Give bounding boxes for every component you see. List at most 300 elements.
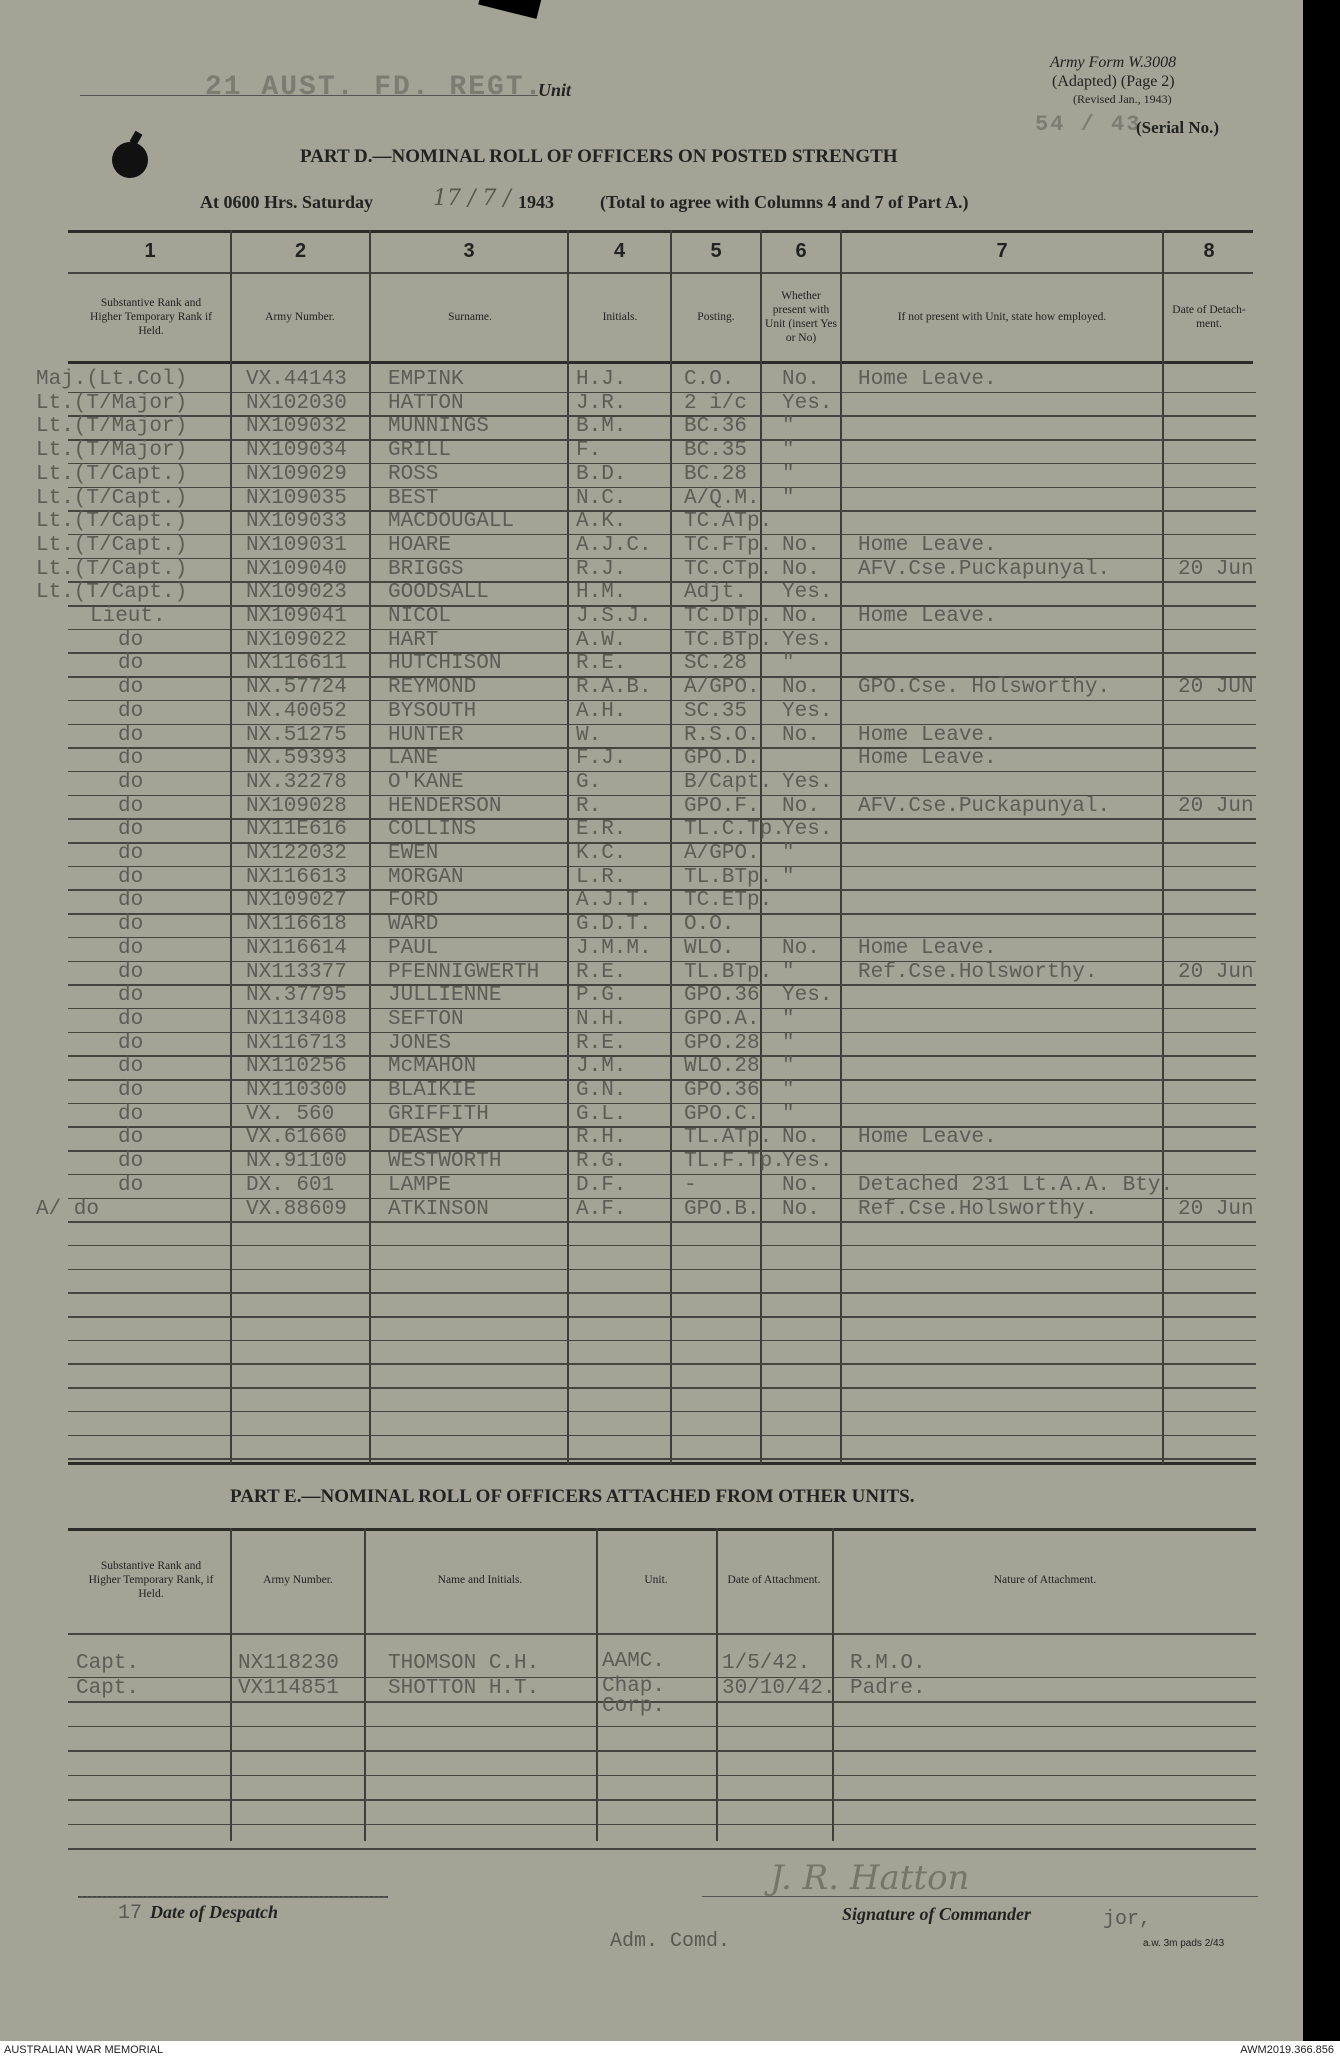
row-rule xyxy=(68,1387,1256,1389)
cell-present: " xyxy=(782,1079,795,1102)
cell-present: " xyxy=(782,865,795,889)
cell-present: Yes. xyxy=(782,984,833,1008)
cell-rank: do xyxy=(118,652,144,676)
cell-employed: Detached 231 Lt.A.A. Bty. xyxy=(858,1173,1174,1197)
signature-handwritten: J. R. Hatton xyxy=(770,1858,970,1898)
cell-rank: Lt.(T/Capt.) xyxy=(36,557,188,581)
cell-initials: R.E. xyxy=(576,652,627,676)
colhead-employed: If not present with Unit, state how employed. xyxy=(897,311,1107,323)
cell-present: Yes. xyxy=(782,391,833,415)
cell-posting: GPO.28 xyxy=(684,1031,760,1055)
cell-rank: do xyxy=(118,794,144,818)
cell-initials: J.R. xyxy=(576,391,627,415)
cell-rank: Lieut. xyxy=(90,605,166,628)
cell-number: NX109040 xyxy=(246,557,347,581)
cell-surname: GRIFFITH xyxy=(388,1102,489,1126)
cell-present: No. xyxy=(782,1173,820,1197)
despatch-value: 17 xyxy=(118,1902,143,1925)
cell-surname: HOARE xyxy=(388,533,452,557)
cell-rank: do xyxy=(118,1173,144,1197)
cell-present: Yes. xyxy=(782,581,833,605)
cell-initials: A.H. xyxy=(576,699,627,723)
cell-rank: do xyxy=(118,1055,144,1079)
signature-suffix: jor, xyxy=(1103,1908,1152,1931)
at-label: At 0600 Hrs. Saturday xyxy=(200,192,374,212)
cell-present: " xyxy=(782,1007,795,1031)
cell-initials: E.R. xyxy=(576,818,627,842)
despatch-line xyxy=(78,1896,388,1898)
cell-employed: Ref.Cse.Holsworthy. xyxy=(858,1197,1098,1221)
colhead-date: Date of Detach-ment. xyxy=(1172,304,1246,330)
cell-rank: do xyxy=(118,818,144,842)
cell-posting: A/GPO. xyxy=(684,842,760,865)
cell-present: No. xyxy=(782,533,820,557)
cell-surname: HUNTER xyxy=(388,723,464,747)
cell-rank: do xyxy=(118,960,144,984)
row-rule xyxy=(68,1411,1256,1413)
cell-rank: do xyxy=(118,913,144,937)
cell-initials: K.C. xyxy=(576,842,627,865)
part-e-top-border xyxy=(68,1528,1256,1531)
cell-posting: SC.35 xyxy=(684,699,748,723)
e-cell-date: 30/10/42. xyxy=(722,1676,836,1700)
cell-posting: A/GPO. xyxy=(684,676,760,700)
row-rule xyxy=(68,1316,1256,1318)
cell-present: No. xyxy=(782,676,820,700)
cell-present: Yes. xyxy=(782,628,833,652)
cell-rank: Lt.(T/Capt.) xyxy=(36,462,188,486)
cell-posting: WLO.28 xyxy=(684,1055,760,1079)
e-colhead-rank: Substantive Rank and Higher Temporary Rank, if Held. xyxy=(88,1560,214,1600)
cell-posting: TL.BTp. xyxy=(684,960,773,984)
cell-employed: AFV.Cse.Puckapunyal. xyxy=(858,557,1111,581)
e-row-rule xyxy=(68,1750,1256,1752)
e-colhead-army-number: Army Number. xyxy=(263,1574,333,1586)
cell-number: NX109028 xyxy=(246,794,347,818)
colhead-army-number: Army Number. xyxy=(265,311,335,323)
cell-rank: do xyxy=(118,747,144,771)
cell-initials: H.M. xyxy=(576,581,627,605)
cell-rank: do xyxy=(118,1126,144,1150)
cell-number: VX. 560 xyxy=(246,1102,335,1126)
cell-employed: Home Leave. xyxy=(858,368,997,391)
cell-number: VX.61660 xyxy=(246,1126,347,1150)
archive-footer xyxy=(0,2041,1340,2061)
colnum-6: 6 xyxy=(795,240,807,262)
e-cell-date: 1/5/42. xyxy=(722,1652,811,1675)
cell-surname: BYSOUTH xyxy=(388,699,477,723)
cell-employed: Home Leave. xyxy=(858,723,997,747)
colnum-4: 4 xyxy=(613,240,626,262)
cell-present: Yes. xyxy=(782,699,833,723)
punch-hole xyxy=(112,142,148,178)
cell-present: No. xyxy=(782,1126,820,1150)
cell-initials: A.W. xyxy=(576,628,627,652)
form-id: Army Form W.3008 xyxy=(1050,54,1177,71)
cell-number: NX110300 xyxy=(246,1079,347,1102)
cell-initials: F.J. xyxy=(576,747,627,771)
cell-posting: TL.C.Tp. xyxy=(684,818,785,842)
row-rule xyxy=(68,1363,1256,1365)
cell-number: NX.91100 xyxy=(246,1150,347,1174)
cell-number: NX.51275 xyxy=(246,723,347,747)
cell-rank: Lt.(T/Major) xyxy=(36,415,188,439)
cell-present: No. xyxy=(782,368,820,391)
cell-posting: BC.35 xyxy=(684,439,748,463)
form-adapted: (Adapted) (Page 2) xyxy=(1052,73,1175,90)
cell-employed: Ref.Cse.Holsworthy. xyxy=(858,960,1098,984)
e-row-rule xyxy=(68,1799,1256,1801)
cell-date: 20 Jun xyxy=(1178,1197,1254,1221)
cell-rank: do xyxy=(118,842,144,865)
serial-label: (Serial No.) xyxy=(1136,118,1220,137)
cell-initials: G. xyxy=(576,770,602,794)
table-bottom-border xyxy=(68,1462,1256,1465)
cell-initials: H.J. xyxy=(576,368,627,391)
cell-posting: BC.28 xyxy=(684,462,748,486)
cell-surname: JONES xyxy=(388,1031,452,1055)
cell-initials: G.N. xyxy=(576,1079,627,1102)
cell-posting: TL.ATp. xyxy=(684,1126,773,1150)
e-colhead-nature: Nature of Attachment. xyxy=(993,1574,1097,1586)
cell-surname: FORD xyxy=(388,889,439,913)
cell-initials: G.D.T. xyxy=(576,913,652,937)
part-e-title: PART E.—NOMINAL ROLL OF OFFICERS ATTACHED FROM OTHER UNITS. xyxy=(230,1486,915,1507)
cell-initials: A.J.C. xyxy=(576,533,652,557)
cell-posting: GPO.B. xyxy=(684,1197,760,1221)
cell-posting: TC.FTp. xyxy=(684,533,773,557)
cell-present: No. xyxy=(782,605,820,628)
cell-surname: BRIGGS xyxy=(388,557,464,581)
cell-rank: Lt.(T/Capt.) xyxy=(36,533,188,557)
cell-surname: BEST xyxy=(388,486,439,510)
cell-initials: R.E. xyxy=(576,1031,627,1055)
cell-rank: do xyxy=(118,984,144,1008)
cell-rank: do xyxy=(118,1079,144,1102)
colnum-divider xyxy=(68,272,1253,274)
cell-surname: BLAIKIE xyxy=(388,1079,477,1102)
cell-surname: COLLINS xyxy=(388,818,477,842)
cell-present: " xyxy=(782,486,795,510)
cell-surname: NICOL xyxy=(388,605,452,628)
e-colhead-name: Name and Initials. xyxy=(437,1574,523,1586)
cell-surname: EMPINK xyxy=(388,368,464,391)
cell-number: NX116713 xyxy=(246,1031,347,1055)
cell-employed: Home Leave. xyxy=(858,533,997,557)
cell-initials: P.G. xyxy=(576,984,627,1008)
cell-present: " xyxy=(782,415,795,439)
colhead-present: Whether present with Unit (insert Yes or No) xyxy=(765,290,837,344)
e-cell-nature: R.M.O. xyxy=(850,1652,926,1675)
cell-initials: R.J. xyxy=(576,557,627,581)
cell-surname: HART xyxy=(388,628,439,652)
cell-number: NX116618 xyxy=(246,913,347,937)
cell-number: NX109023 xyxy=(246,581,347,605)
cell-date: 20 Jun xyxy=(1178,794,1254,818)
cell-surname: ATKINSON xyxy=(388,1197,489,1221)
cell-number: VX.88609 xyxy=(246,1197,347,1221)
cell-posting: GPO.36 xyxy=(684,984,760,1008)
form-revised: (Revised Jan., 1943) xyxy=(1073,92,1172,106)
cell-number: NX116614 xyxy=(246,936,347,960)
cell-present: " xyxy=(782,1055,795,1079)
cell-initials: R. xyxy=(576,794,602,818)
header-bottom-border xyxy=(68,361,1253,364)
cell-rank: do xyxy=(118,1007,144,1031)
colhead-surname: Surname. xyxy=(448,311,492,323)
cell-rank: do xyxy=(118,889,144,913)
e-cell-name: THOMSON C.H. xyxy=(388,1652,540,1675)
e-cell-unit: AAMC. xyxy=(602,1650,666,1673)
cell-posting: R.S.O. xyxy=(684,723,760,747)
cell-rank: do xyxy=(118,770,144,794)
cell-present: No. xyxy=(782,557,820,581)
cell-surname: LAMPE xyxy=(388,1173,452,1197)
cell-number: NX110256 xyxy=(246,1055,347,1079)
cell-surname: REYMOND xyxy=(388,676,477,700)
cell-rank: do xyxy=(118,676,144,700)
row-rule xyxy=(68,1435,1256,1437)
cell-initials: R.E. xyxy=(576,960,627,984)
cell-rank: Lt.(T/Major) xyxy=(36,391,188,415)
cell-initials: N.H. xyxy=(576,1007,627,1031)
cell-present: " xyxy=(782,842,795,865)
cell-employed: Home Leave. xyxy=(858,605,997,628)
colhead-rank: Substantive Rank and Higher Temporary Rank if Held. xyxy=(90,297,212,337)
cell-rank: do xyxy=(118,936,144,960)
cell-present: " xyxy=(782,1031,795,1055)
cell-date: 20 Jun xyxy=(1178,557,1254,581)
cell-employed: Home Leave. xyxy=(858,936,997,960)
e-colhead-date: Date of Attachment. xyxy=(727,1574,821,1586)
right-margin xyxy=(1303,0,1340,2041)
cell-present: Yes. xyxy=(782,818,833,842)
cell-number: NX.57724 xyxy=(246,676,347,700)
part-e-header-border xyxy=(68,1633,1256,1635)
cell-rank: do xyxy=(118,1102,144,1126)
cell-surname: MUNNINGS xyxy=(388,415,489,439)
cell-surname: LANE xyxy=(388,747,439,771)
despatch-label: Date of Despatch xyxy=(150,1902,278,1922)
serial-number: 54 / 43 xyxy=(1035,112,1142,137)
cell-posting: TC.ATp. xyxy=(684,510,773,534)
cell-posting: GPO.D. xyxy=(684,747,760,771)
cell-initials: R.H. xyxy=(576,1126,627,1150)
e-cell-number: NX118230 xyxy=(238,1652,339,1675)
cell-posting: TC.BTp. xyxy=(684,628,773,652)
unit-label: Unit xyxy=(538,80,572,100)
cell-surname: WARD xyxy=(388,913,439,937)
cell-present: " xyxy=(782,652,795,676)
colnum-3: 3 xyxy=(463,240,475,262)
cell-initials: G.L. xyxy=(576,1102,627,1126)
cell-date: 20 Jun xyxy=(1178,960,1254,984)
cell-number: VX.44143 xyxy=(246,368,347,391)
e-cell-number: VX114851 xyxy=(238,1676,339,1700)
cell-rank: do xyxy=(118,1150,144,1174)
cell-number: NX116611 xyxy=(246,652,347,676)
row-rule xyxy=(68,1245,1256,1247)
e-row-rule xyxy=(68,1848,1256,1850)
cell-initials: R.G. xyxy=(576,1150,627,1174)
cell-posting: GPO.36 xyxy=(684,1079,760,1102)
cell-initials: W. xyxy=(576,723,602,747)
cell-surname: GRILL xyxy=(388,439,452,463)
cell-posting: TL.BTp. xyxy=(684,865,773,889)
cell-posting: 2 i/c xyxy=(684,391,748,415)
cell-initials: D.F. xyxy=(576,1173,627,1197)
cell-present: Yes. xyxy=(782,1150,833,1174)
cell-initials: L.R. xyxy=(576,865,627,889)
cell-posting: BC.36 xyxy=(684,415,748,439)
colnum-7: 7 xyxy=(996,240,1008,262)
e-row-rule xyxy=(68,1775,1256,1777)
torn-edge xyxy=(478,0,542,19)
cell-posting: A/Q.M. xyxy=(684,486,760,510)
table-top-border xyxy=(68,230,1253,233)
cell-number: NX116613 xyxy=(246,865,347,889)
cell-employed: GPO.Cse. Holsworthy. xyxy=(858,676,1111,700)
cell-rank: A/ do xyxy=(36,1197,100,1221)
cell-posting: Adjt. xyxy=(684,581,748,605)
colnum-2: 2 xyxy=(294,240,307,262)
cell-initials: A.J.T. xyxy=(576,889,652,913)
part-d-title: PART D.—NOMINAL ROLL OF OFFICERS ON POSTED STRENGTH xyxy=(300,146,898,167)
e-cell-unit: Chap. Corp. xyxy=(602,1674,666,1718)
e-cell-rank: Capt. xyxy=(76,1652,140,1675)
cell-surname: ROSS xyxy=(388,462,439,486)
cell-surname: SEFTON xyxy=(388,1007,464,1031)
cell-present: " xyxy=(782,462,795,486)
cell-rank: do xyxy=(118,723,144,747)
e-cell-name: SHOTTON H.T. xyxy=(388,1676,540,1700)
cell-posting: TL.F.Tp. xyxy=(684,1150,785,1174)
cell-posting: TC.CTp. xyxy=(684,557,773,581)
cell-surname: MACDOUGALL xyxy=(388,510,515,534)
cell-number: NX102030 xyxy=(246,391,347,415)
cell-number: NX109032 xyxy=(246,415,347,439)
cell-present: " xyxy=(782,439,795,463)
cell-number: NX109027 xyxy=(246,889,347,913)
date-value: 17 / 7 / xyxy=(433,186,511,211)
cell-initials: B.M. xyxy=(576,415,627,439)
cell-rank: Lt.(T/Capt.) xyxy=(36,581,188,605)
e-row-rule xyxy=(68,1824,1256,1826)
footer-left: AUSTRALIAN WAR MEMORIAL xyxy=(4,2044,164,2056)
cell-posting: GPO.C. xyxy=(684,1102,760,1126)
cell-posting: WLO. xyxy=(684,936,735,960)
cell-initials: A.F. xyxy=(576,1197,627,1221)
cell-number: NX109034 xyxy=(246,439,347,463)
footer-right: AWM2019.366.856 xyxy=(1240,2044,1334,2056)
cell-present: " xyxy=(782,960,795,984)
e-col-divider-1 xyxy=(230,1528,232,1841)
cell-rank: Maj.(Lt.Col) xyxy=(36,368,188,391)
cell-date: 20 JUN xyxy=(1178,676,1254,700)
cell-present: No. xyxy=(782,936,820,960)
cell-posting: TC.DTp. xyxy=(684,605,773,628)
cell-number: NX113377 xyxy=(246,960,347,984)
cell-posting: GPO.F. xyxy=(684,794,760,818)
cell-surname: O'KANE xyxy=(388,770,464,794)
row-rule xyxy=(68,1340,1256,1342)
colhead-initials: Initials. xyxy=(602,311,638,323)
unit-stamp: 21 AUST. FD. REGT. xyxy=(205,72,544,103)
cell-surname: McMAHON xyxy=(388,1055,477,1079)
cell-number: DX. 601 xyxy=(246,1173,335,1197)
cell-rank: do xyxy=(118,865,144,889)
cell-present: No. xyxy=(782,723,820,747)
cell-initials: F. xyxy=(576,439,602,463)
cell-initials: J.S.J. xyxy=(576,605,652,628)
cell-surname: PFENNIGWERTH xyxy=(388,960,540,984)
e-cell-rank: Capt. xyxy=(76,1676,140,1700)
cell-rank: do xyxy=(118,628,144,652)
cell-rank: Lt.(T/Capt.) xyxy=(36,486,188,510)
cell-posting: C.O. xyxy=(684,368,735,391)
cell-rank: do xyxy=(118,1031,144,1055)
e-row-rule xyxy=(68,1726,1256,1728)
cell-posting: B/Capt. xyxy=(684,770,773,794)
cell-number: NX122032 xyxy=(246,842,347,865)
colhead-posting: Posting. xyxy=(697,311,735,323)
colnum-1: 1 xyxy=(144,240,156,262)
cell-number: NX109031 xyxy=(246,533,347,557)
cell-employed: Home Leave. xyxy=(858,747,997,771)
cell-initials: J.M.M. xyxy=(576,936,652,960)
cell-number: NX109041 xyxy=(246,605,347,628)
cell-number: NX109029 xyxy=(246,462,347,486)
cell-number: NX.40052 xyxy=(246,699,347,723)
e-col-divider-2 xyxy=(364,1528,366,1841)
print-code: a.w. 3m pads 2/43 xyxy=(1143,1938,1225,1949)
e-cell-nature: Padre. xyxy=(850,1676,926,1700)
cell-posting: SC.28 xyxy=(684,652,748,676)
cell-number: NX109022 xyxy=(246,628,347,652)
cell-surname: MORGAN xyxy=(388,865,464,889)
cell-number: NX.59393 xyxy=(246,747,347,771)
cell-surname: HUTCHISON xyxy=(388,652,502,676)
cell-surname: WESTWORTH xyxy=(388,1150,502,1174)
e-colhead-unit: Unit. xyxy=(644,1574,668,1586)
row-rule xyxy=(68,1458,1256,1460)
colnum-5: 5 xyxy=(710,240,722,262)
cell-number: NX.37795 xyxy=(246,984,347,1008)
cell-surname: HENDERSON xyxy=(388,794,502,818)
cell-present: " xyxy=(782,1102,795,1126)
adm-comd: Adm. Comd. xyxy=(610,1930,731,1953)
cell-employed: Home Leave. xyxy=(858,1126,997,1150)
e-col-divider-4 xyxy=(716,1528,718,1841)
cell-number: NX109035 xyxy=(246,486,347,510)
cell-rank: Lt.(T/Capt.) xyxy=(36,510,188,534)
e-col-divider-3 xyxy=(596,1528,598,1841)
colnum-8: 8 xyxy=(1203,240,1215,262)
cell-initials: J.M. xyxy=(576,1055,627,1079)
total-note: (Total to agree with Columns 4 and 7 of Part A.) xyxy=(600,192,969,212)
cell-initials: A.K. xyxy=(576,510,627,534)
signature-label: Signature of Commander xyxy=(842,1904,1032,1924)
cell-surname: EWEN xyxy=(388,842,439,865)
cell-number: NX11E616 xyxy=(246,818,347,842)
cell-posting: GPO.A. xyxy=(684,1007,760,1031)
cell-initials: N.C. xyxy=(576,486,627,510)
cell-surname: JULLIENNE xyxy=(388,984,502,1008)
cell-surname: PAUL xyxy=(388,936,439,960)
cell-initials: B.D. xyxy=(576,462,627,486)
cell-number: NX109033 xyxy=(246,510,347,534)
cell-posting: - xyxy=(684,1173,697,1197)
